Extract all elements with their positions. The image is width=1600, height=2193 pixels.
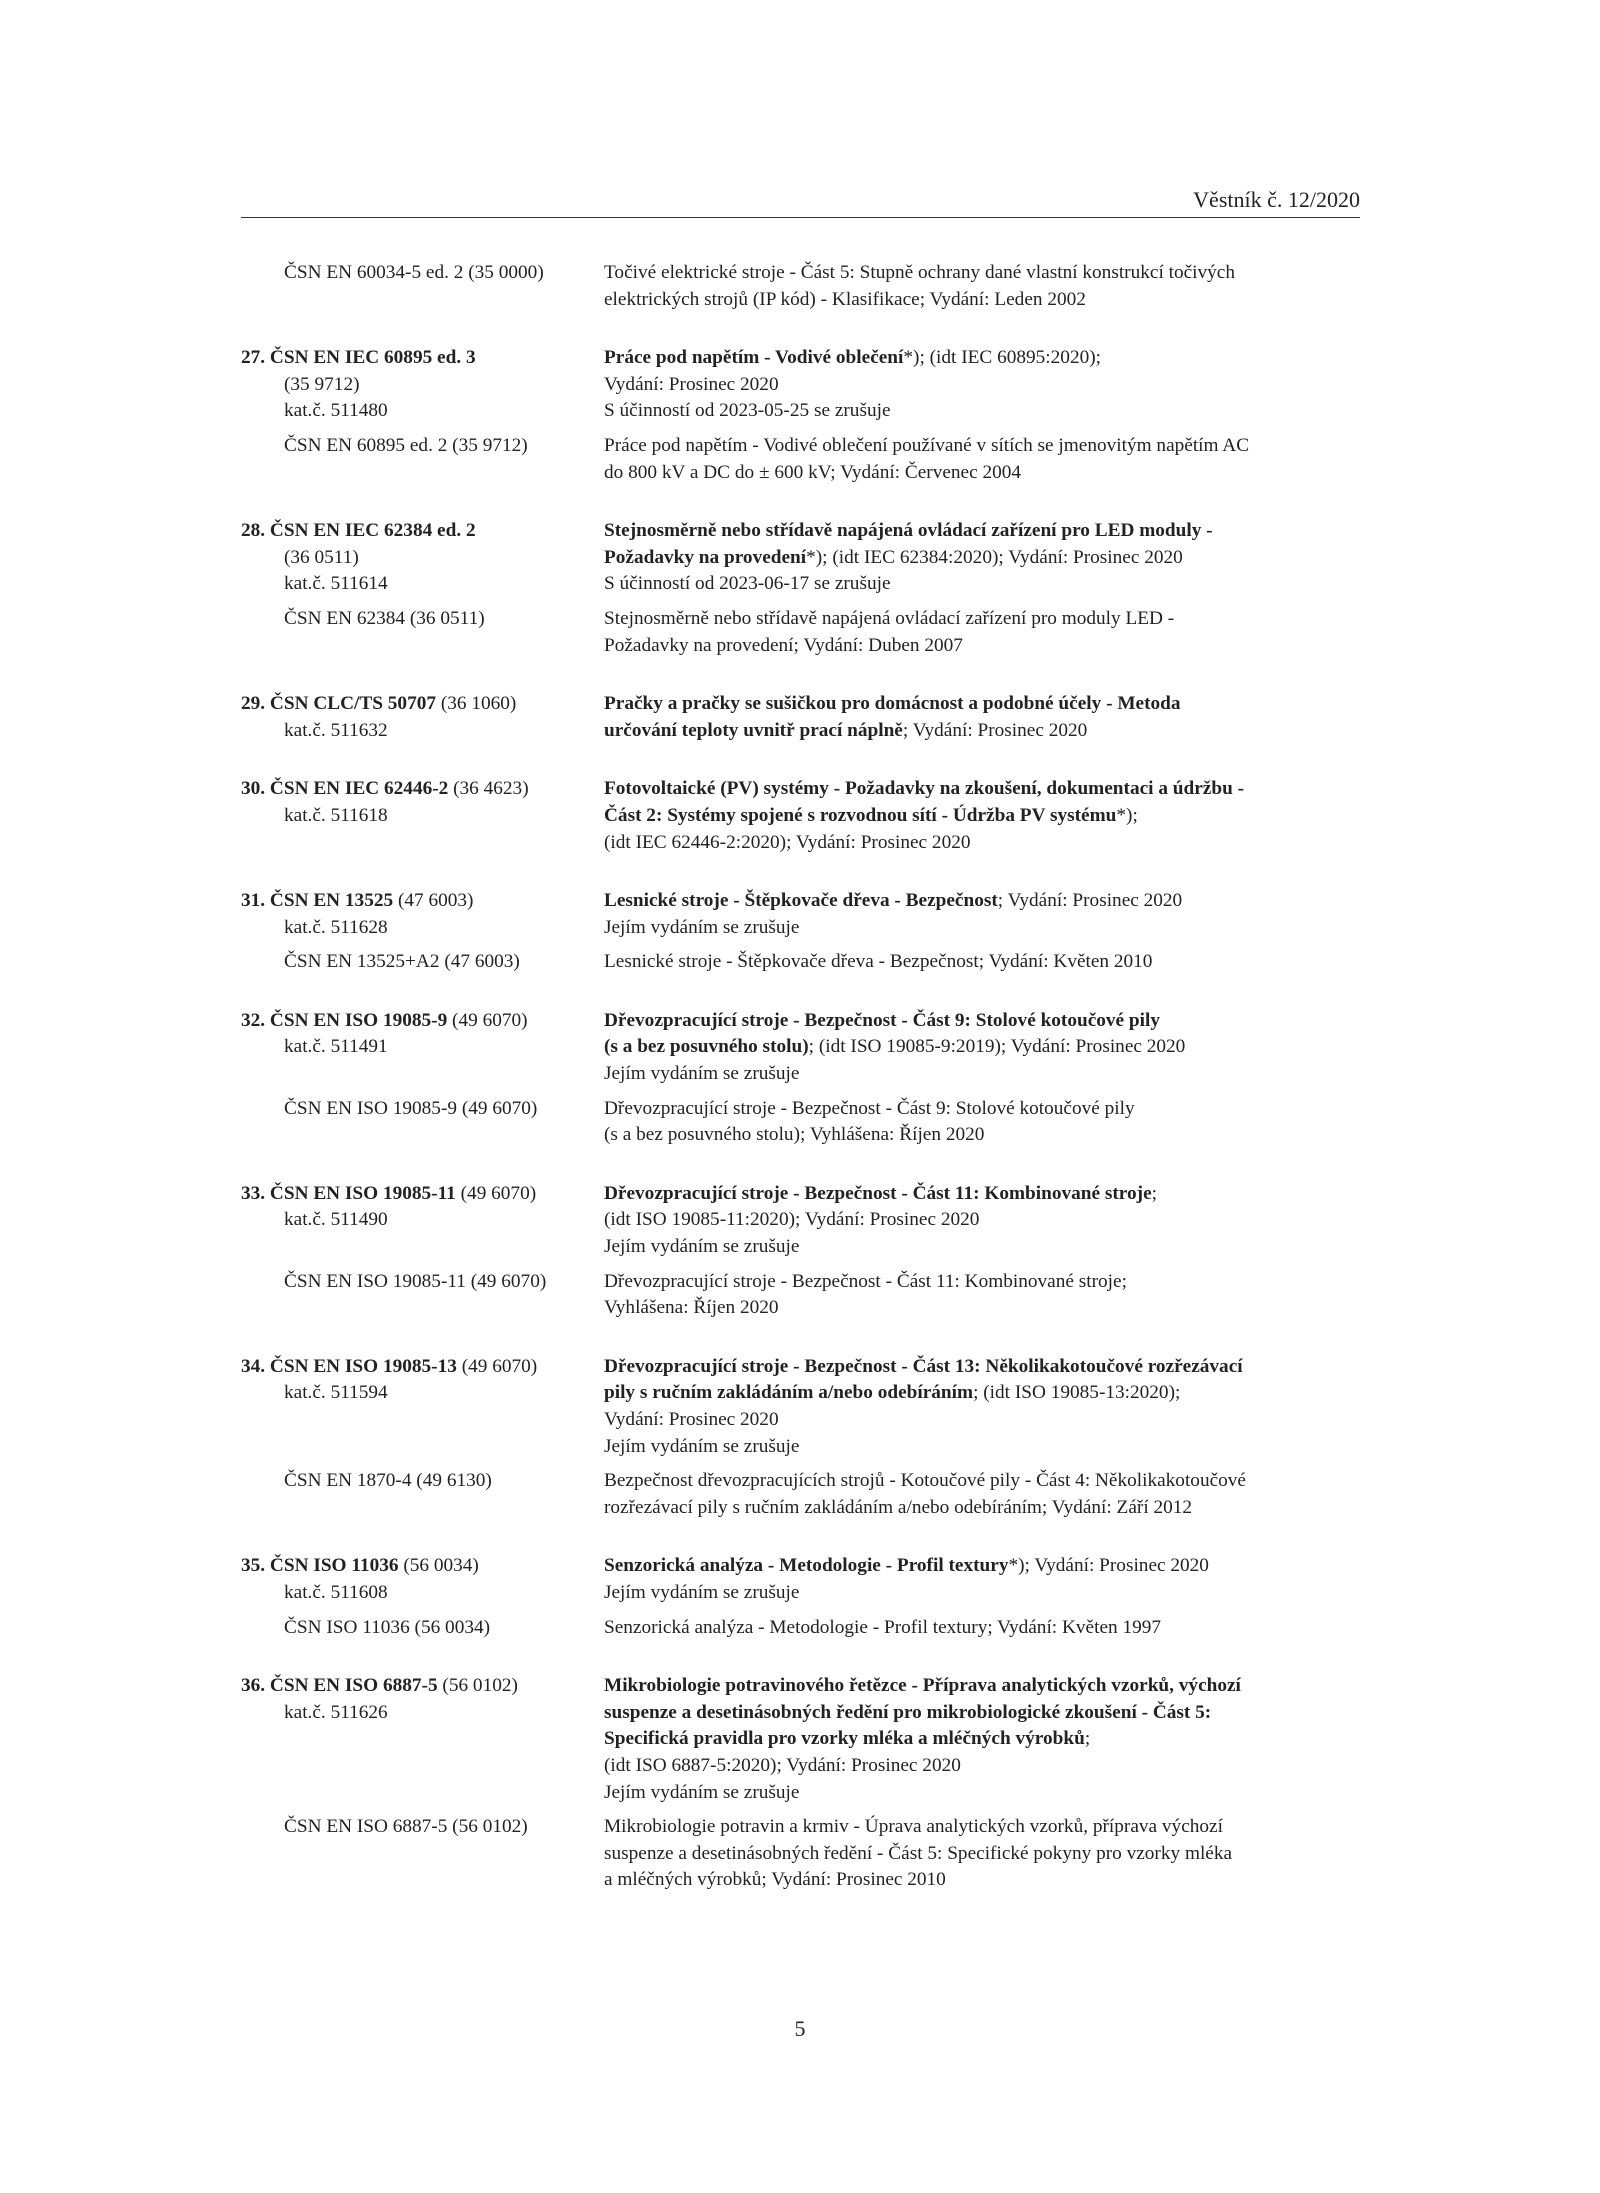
text-line <box>241 1034 604 1061</box>
text-segment: Lesnické stroje - Štěpkovače dřeva - Bezpečnost; Vydání: Květen 2010 <box>604 951 1153 973</box>
text-segment: *); Vydání: Prosinec 2020 <box>1008 1555 1209 1577</box>
standard-title <box>604 1673 1360 1806</box>
text-line <box>604 1468 1360 1495</box>
bold-text: 32. ČSN EN ISO 19085-9 <box>241 1009 448 1031</box>
text-line <box>604 398 1360 425</box>
replaced-standard-row <box>241 1615 1360 1642</box>
text-line <box>241 260 604 287</box>
standard-title <box>604 949 1360 976</box>
text-line <box>604 1726 1360 1753</box>
standard-designation <box>241 518 604 598</box>
text-segment: (49 6070) <box>447 1009 528 1031</box>
bold-text: Dřevozpracující stroje - Bezpečnost - Část 9: Stolové kotoučové pily <box>604 1009 1161 1031</box>
standard-designation <box>241 1269 604 1322</box>
text-segment: kat.č. 511608 <box>284 1581 388 1603</box>
text-line <box>604 1234 1360 1261</box>
text-line <box>604 1673 1360 1700</box>
standards-list <box>241 260 1360 1926</box>
text-segment: *); <box>1116 804 1138 826</box>
new-standard-row <box>241 691 1360 744</box>
text-line <box>604 1122 1360 1149</box>
text-line <box>604 1580 1360 1607</box>
text-line <box>604 718 1360 745</box>
text-line <box>241 372 604 399</box>
text-line <box>604 1780 1360 1807</box>
text-line <box>604 1034 1360 1061</box>
standard-designation <box>241 1553 604 1606</box>
text-line <box>241 1700 604 1727</box>
bold-text: (s a bez posuvného stolu) <box>604 1036 809 1058</box>
standard-title <box>604 1814 1360 1894</box>
text-segment: (47 6003) <box>393 890 474 912</box>
standard-title <box>604 1354 1360 1460</box>
text-segment: ; <box>1151 1182 1157 1204</box>
text-line <box>241 1269 604 1296</box>
standard-entry <box>241 1181 1360 1322</box>
text-line <box>604 1753 1360 1780</box>
text-segment: Požadavky na provedení; Vydání: Duben 2007 <box>604 634 963 656</box>
text-line <box>241 433 604 460</box>
standard-designation <box>241 1673 604 1806</box>
text-line <box>241 545 604 572</box>
text-line <box>604 691 1360 718</box>
replaced-standard-row <box>241 1814 1360 1894</box>
bold-text: Fotovoltaické (PV) systémy - Požadavky na zkoušení, dokumentaci a údržbu - <box>604 778 1245 800</box>
page-number: 5 <box>794 2016 806 2041</box>
standard-designation <box>241 606 604 659</box>
text-segment: ČSN EN 13525+A2 (47 6003) <box>284 951 520 973</box>
text-line <box>604 1207 1360 1234</box>
text-segment: ČSN ISO 11036 (56 0034) <box>284 1616 491 1638</box>
text-line <box>604 888 1360 915</box>
bold-text: Práce pod napětím - Vodivé oblečení <box>604 347 904 369</box>
bold-text: 35. ČSN ISO 11036 <box>241 1555 399 1577</box>
text-segment: Jejím vydáním se zrušuje <box>604 1236 800 1258</box>
text-line <box>604 830 1360 857</box>
text-segment: ČSN EN ISO 19085-11 (49 6070) <box>284 1270 547 1292</box>
standard-entry <box>241 888 1360 976</box>
text-segment: (idt ISO 19085-11:2020); Vydání: Prosinec 2020 <box>604 1209 980 1231</box>
replaced-standard-row <box>241 1096 1360 1149</box>
text-line <box>241 345 604 372</box>
bold-text: Dřevozpracující stroje - Bezpečnost - Část 13: Několikakotoučové rozřezávací <box>604 1355 1243 1377</box>
text-segment: Bezpečnost dřevozpracujících strojů - Kotoučové pily - Část 4: Několikakotoučové <box>604 1470 1246 1492</box>
text-line <box>241 398 604 425</box>
text-line <box>604 1354 1360 1381</box>
new-standard-row <box>241 888 1360 941</box>
standard-title <box>604 260 1360 313</box>
text-line <box>241 888 604 915</box>
standard-designation <box>241 345 604 425</box>
text-line <box>604 1295 1360 1322</box>
bold-text: Požadavky na provedení <box>604 546 807 568</box>
text-line <box>241 1008 604 1035</box>
text-line <box>241 1673 604 1700</box>
standard-title <box>604 1615 1360 1642</box>
replaced-standard-row <box>241 433 1360 486</box>
bold-text: určování teploty uvnitř prací náplně <box>604 719 903 741</box>
text-segment: (49 6070) <box>455 1182 537 1204</box>
standard-designation <box>241 1354 604 1460</box>
text-segment: (35 9712) <box>284 373 360 395</box>
text-segment: Stejnosměrně nebo střídavě napájená ovládací zařízení pro moduly LED - <box>604 607 1175 629</box>
replaced-standard-row <box>241 949 1360 976</box>
bold-text: Dřevozpracující stroje - Bezpečnost - Část 11: Kombinované stroje <box>604 1182 1152 1204</box>
bold-text: Senzorická analýza - Metodologie - Profil textury <box>604 1555 1009 1577</box>
bold-text: 33. ČSN EN ISO 19085-11 <box>241 1182 456 1204</box>
text-line <box>241 1580 604 1607</box>
text-segment: elektrických strojů (IP kód) - Klasifikace; Vydání: Leden 2002 <box>604 288 1086 310</box>
text-segment: (36 4623) <box>448 778 529 800</box>
text-line <box>604 287 1360 314</box>
text-segment: ČSN EN 1870-4 (49 6130) <box>284 1470 492 1492</box>
text-line <box>604 460 1360 487</box>
standard-entry <box>241 345 1360 486</box>
text-segment: Vyhlášena: Říjen 2020 <box>604 1297 779 1319</box>
text-line <box>604 1181 1360 1208</box>
bold-text: 31. ČSN EN 13525 <box>241 890 394 912</box>
text-segment: kat.č. 511490 <box>284 1209 388 1231</box>
text-segment: Točivé elektrické stroje - Část 5: Stupně ochrany dané vlastní konstrukcí točivých <box>604 262 1236 283</box>
bold-text: 27. ČSN EN IEC 60895 ed. 3 <box>241 347 476 369</box>
text-line <box>604 1008 1360 1035</box>
standard-entry <box>241 1673 1360 1894</box>
new-standard-row <box>241 1673 1360 1806</box>
text-line <box>241 691 604 718</box>
text-line <box>604 1615 1360 1642</box>
standard-designation <box>241 1814 604 1894</box>
text-line <box>604 1867 1360 1894</box>
standard-designation <box>241 1008 604 1088</box>
text-segment: Práce pod napětím - Vodivé oblečení používané v sítích se jmenovitým napětím AC <box>604 434 1250 456</box>
bold-text: Specifická pravidla pro vzorky mléka a mléčných výrobků <box>604 1728 1085 1750</box>
standard-title <box>604 1553 1360 1606</box>
text-line <box>241 803 604 830</box>
text-line <box>604 1700 1360 1727</box>
new-standard-row <box>241 518 1360 598</box>
text-line <box>241 1615 604 1642</box>
text-segment: a mléčných výrobků; Vydání: Prosinec 2010 <box>604 1869 946 1891</box>
text-segment: kat.č. 511626 <box>284 1701 388 1723</box>
text-segment: Jejím vydáním se zrušuje <box>604 1435 800 1457</box>
new-standard-row <box>241 1354 1360 1460</box>
text-line <box>241 1468 604 1495</box>
standard-designation <box>241 888 604 941</box>
page-header <box>241 186 1360 218</box>
text-segment: ; Vydání: Prosinec 2020 <box>902 719 1088 741</box>
text-segment: (49 6070) <box>456 1355 538 1377</box>
text-line <box>604 1495 1360 1522</box>
standard-title <box>604 1096 1360 1149</box>
text-segment: Jejím vydáním se zrušuje <box>604 1581 800 1603</box>
text-line <box>604 633 1360 660</box>
standard-entry <box>241 776 1360 856</box>
standard-entry <box>241 260 1360 313</box>
standard-title <box>604 1181 1360 1261</box>
text-line <box>604 803 1360 830</box>
text-segment: (56 0102) <box>437 1675 518 1697</box>
text-line <box>241 1380 604 1407</box>
text-segment: Dřevozpracující stroje - Bezpečnost - Část 11: Kombinované stroje; <box>604 1270 1127 1292</box>
text-line <box>604 915 1360 942</box>
text-segment: ; Vydání: Prosinec 2020 <box>997 890 1183 912</box>
text-segment: *); (idt IEC 60895:2020); <box>903 347 1102 369</box>
standard-entry <box>241 1553 1360 1641</box>
standard-title <box>604 776 1360 856</box>
bold-text: Stejnosměrně nebo střídavě napájená ovládací zařízení pro LED moduly - <box>604 520 1213 542</box>
text-line <box>604 345 1360 372</box>
text-segment: ČSN EN 62384 (36 0511) <box>284 607 485 629</box>
text-line <box>604 545 1360 572</box>
standard-entry <box>241 518 1360 659</box>
text-line <box>241 1814 604 1841</box>
standard-title <box>604 1468 1360 1521</box>
text-line <box>241 776 604 803</box>
bold-text: suspenze a desetinásobných ředění pro mikrobiologické zkoušení - Část 5: <box>604 1701 1212 1723</box>
bold-text: Část 2: Systémy spojené s rozvodnou sítí - Údržba PV systému <box>604 804 1117 826</box>
text-segment: S účinností od 2023-06-17 se zrušuje <box>604 573 891 595</box>
text-segment: (s a bez posuvného stolu); Vyhlášena: Říjen 2020 <box>604 1124 985 1146</box>
text-segment: ; (idt ISO 19085-9:2019); Vydání: Prosinec 2020 <box>808 1036 1186 1058</box>
text-segment: S účinností od 2023-05-25 se zrušuje <box>604 400 891 422</box>
standard-designation <box>241 691 604 744</box>
standard-title <box>604 345 1360 425</box>
text-line <box>241 571 604 598</box>
text-segment: suspenze a desetinásobných ředění - Část 5: Specifické pokyny pro vzorky mléka <box>604 1842 1233 1864</box>
bold-text: 36. ČSN EN ISO 6887-5 <box>241 1675 438 1697</box>
text-segment: kat.č. 511632 <box>284 719 388 741</box>
standard-title <box>604 518 1360 598</box>
new-standard-row <box>241 1008 1360 1088</box>
standard-designation <box>241 1096 604 1149</box>
standard-designation <box>241 1181 604 1261</box>
standard-designation <box>241 260 604 313</box>
text-segment: kat.č. 511628 <box>284 916 388 938</box>
text-line <box>604 1061 1360 1088</box>
text-segment: kat.č. 511614 <box>284 573 388 595</box>
bold-text: 30. ČSN EN IEC 62446-2 <box>241 778 449 800</box>
standard-title <box>604 433 1360 486</box>
standard-title <box>604 888 1360 941</box>
new-standard-row <box>241 260 1360 313</box>
standard-title <box>604 1269 1360 1322</box>
bold-text: pily s ručním zakládáním a/nebo odebíráním <box>604 1382 974 1404</box>
text-line <box>241 1096 604 1123</box>
new-standard-row <box>241 776 1360 856</box>
text-line <box>604 1096 1360 1123</box>
text-segment: *); (idt IEC 62384:2020); Vydání: Prosinec 2020 <box>806 546 1183 568</box>
text-segment: Jejím vydáním se zrušuje <box>604 916 800 938</box>
text-line <box>241 949 604 976</box>
standard-entry <box>241 691 1360 744</box>
text-line <box>604 1269 1360 1296</box>
text-line <box>604 1407 1360 1434</box>
text-line <box>241 1207 604 1234</box>
text-segment: ČSN EN ISO 19085-9 (49 6070) <box>284 1097 538 1119</box>
text-segment: (36 0511) <box>284 546 359 568</box>
text-line <box>241 1553 604 1580</box>
text-segment: Vydání: Prosinec 2020 <box>604 1409 779 1430</box>
bulletin-title: Věstník č. 12/2020 <box>1193 187 1360 212</box>
text-segment: rozřezávací pily s ručním zakládáním a/nebo odebíráním; Vydání: Září 2012 <box>604 1496 1193 1518</box>
text-line <box>241 518 604 545</box>
text-line <box>604 1553 1360 1580</box>
text-line <box>604 372 1360 399</box>
text-line <box>604 1380 1360 1407</box>
text-line <box>604 518 1360 545</box>
text-segment: kat.č. 511491 <box>284 1036 388 1058</box>
text-segment: do 800 kV a DC do ± 600 kV; Vydání: Červenec 2004 <box>604 461 1022 483</box>
standard-designation <box>241 433 604 486</box>
text-segment: kat.č. 511594 <box>284 1382 388 1404</box>
standard-designation <box>241 776 604 856</box>
text-line <box>241 1354 604 1381</box>
bold-text: Mikrobiologie potravinového řetězce - Příprava analytických vzorků, výchozí <box>604 1675 1241 1697</box>
text-line <box>604 1434 1360 1461</box>
replaced-standard-row <box>241 1468 1360 1521</box>
text-segment: (56 0034) <box>398 1555 479 1577</box>
text-segment: (36 1060) <box>436 693 517 715</box>
text-line <box>604 606 1360 633</box>
text-segment: ČSN EN ISO 6887-5 (56 0102) <box>284 1816 528 1838</box>
text-line <box>604 260 1360 287</box>
text-line <box>604 1841 1360 1868</box>
bold-text: 34. ČSN EN ISO 19085-13 <box>241 1355 457 1377</box>
new-standard-row <box>241 345 1360 425</box>
text-segment: ; (idt ISO 19085-13:2020); <box>973 1382 1181 1404</box>
bold-text: Lesnické stroje - Štěpkovače dřeva - Bezpečnost <box>604 890 998 912</box>
standard-title <box>604 606 1360 659</box>
standard-entry <box>241 1008 1360 1149</box>
text-segment: Dřevozpracující stroje - Bezpečnost - Část 9: Stolové kotoučové pily <box>604 1097 1135 1119</box>
standard-title <box>604 691 1360 744</box>
text-line <box>604 571 1360 598</box>
text-segment: Vydání: Prosinec 2020 <box>604 373 779 395</box>
text-line <box>604 433 1360 460</box>
bold-text: 29. ČSN CLC/TS 50707 <box>241 693 436 715</box>
text-segment: Jejím vydáním se zrušuje <box>604 1781 800 1803</box>
replaced-standard-row <box>241 606 1360 659</box>
text-line <box>241 606 604 633</box>
text-line <box>241 718 604 745</box>
text-line <box>241 915 604 942</box>
text-line <box>241 1181 604 1208</box>
text-segment: (idt ISO 6887-5:2020); Vydání: Prosinec 2020 <box>604 1754 961 1776</box>
bold-text: Pračky a pračky se sušičkou pro domácnost a podobné účely - Metoda <box>604 693 1181 715</box>
new-standard-row <box>241 1553 1360 1606</box>
text-segment: Senzorická analýza - Metodologie - Profil textury; Vydání: Květen 1997 <box>604 1616 1162 1638</box>
standard-entry <box>241 1354 1360 1522</box>
standard-designation <box>241 1468 604 1521</box>
standard-designation <box>241 949 604 976</box>
text-segment: kat.č. 511618 <box>284 804 388 826</box>
standard-designation <box>241 1615 604 1642</box>
text-segment: ČSN EN 60034-5 ed. 2 (35 0000) <box>284 262 544 283</box>
text-line <box>604 776 1360 803</box>
text-segment: ; <box>1084 1728 1091 1750</box>
text-line <box>604 1814 1360 1841</box>
standard-title <box>604 1008 1360 1088</box>
text-segment: ČSN EN 60895 ed. 2 (35 9712) <box>284 434 528 456</box>
text-segment: (idt IEC 62446-2:2020); Vydání: Prosinec 2020 <box>604 831 971 853</box>
text-segment: Mikrobiologie potravin a krmiv - Úprava analytických vzorků, příprava výchozí <box>604 1816 1223 1838</box>
text-segment: Jejím vydáním se zrušuje <box>604 1063 800 1085</box>
bold-text: 28. ČSN EN IEC 62384 ed. 2 <box>241 520 476 542</box>
replaced-standard-row <box>241 1269 1360 1322</box>
text-line <box>604 949 1360 976</box>
text-segment: kat.č. 511480 <box>284 400 388 422</box>
new-standard-row <box>241 1181 1360 1261</box>
